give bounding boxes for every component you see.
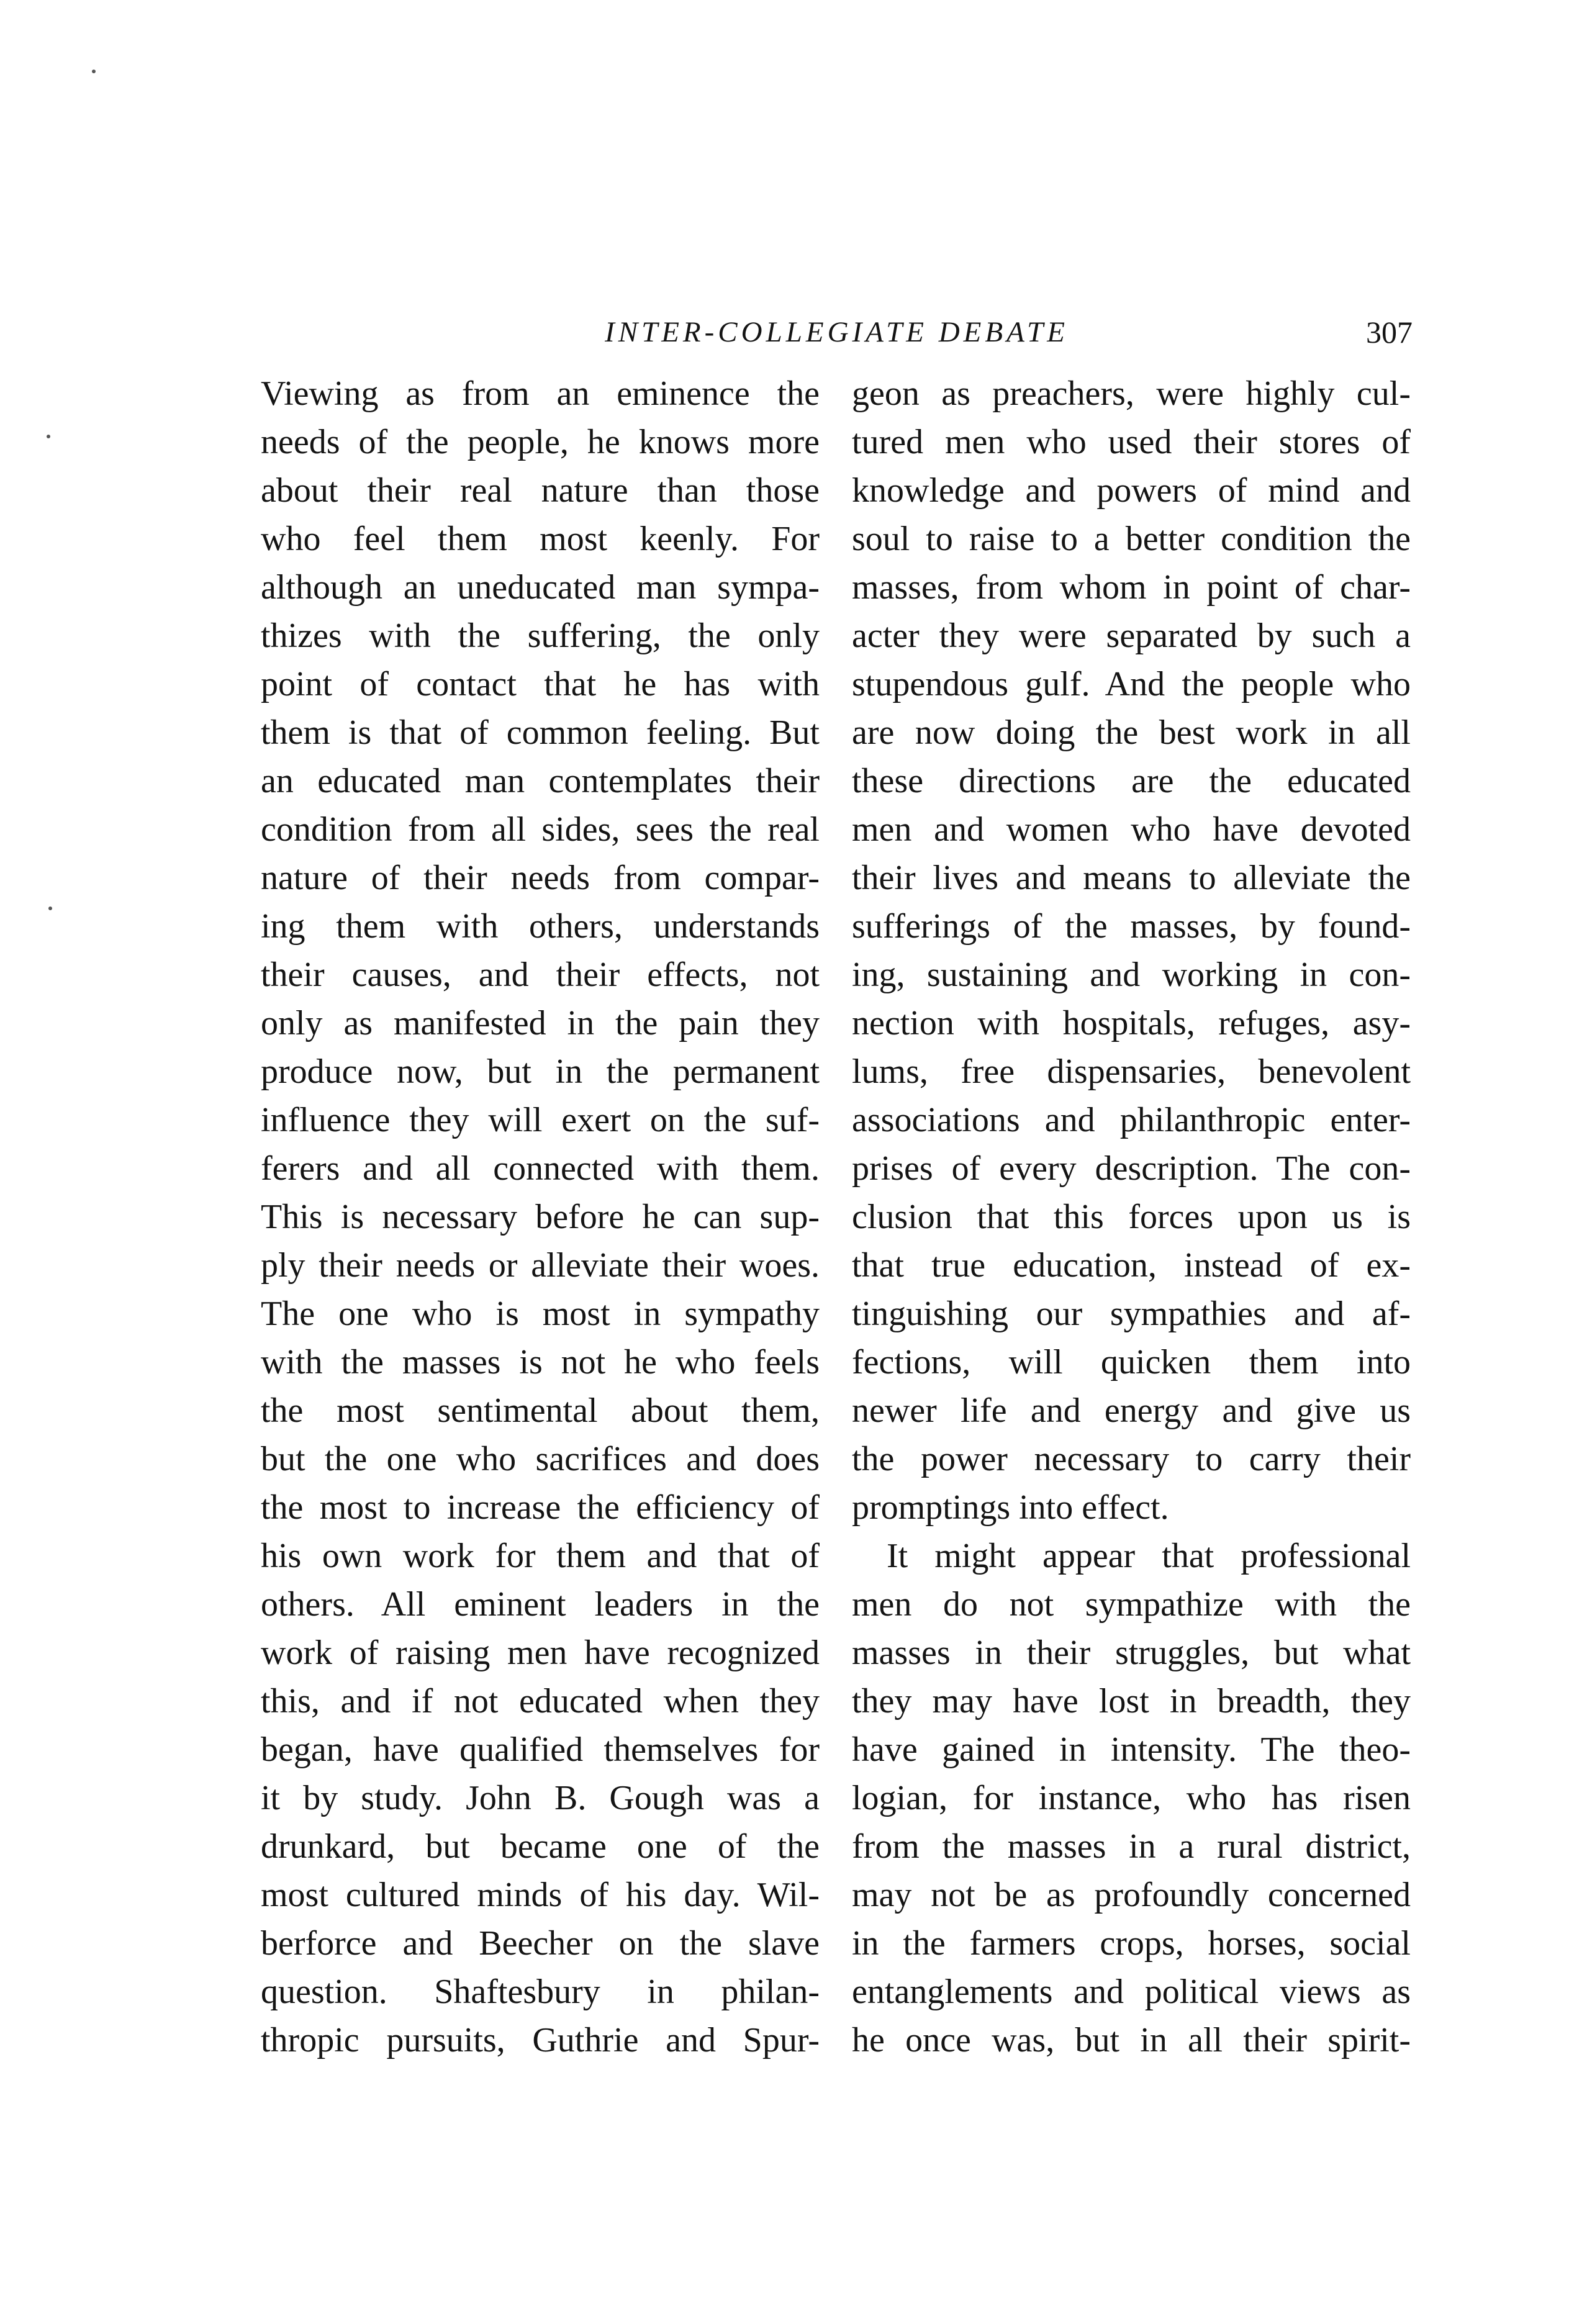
text-line: newer life and energy and give us bbox=[852, 1391, 1411, 1430]
text-line: with the masses is not he who feels bbox=[261, 1343, 820, 1381]
text-line: masses in their struggles, but what bbox=[852, 1634, 1411, 1672]
text-line: an educated man contemplates their bbox=[261, 762, 820, 800]
text-line: nature of their needs from compar- bbox=[261, 859, 820, 897]
text-line: only as manifested in the pain they bbox=[261, 1004, 820, 1042]
text-line: in the farmers crops, horses, social bbox=[852, 1924, 1411, 1963]
text-line: have gained in intensity. The theo- bbox=[852, 1730, 1411, 1769]
text-line: question. Shaftesbury in philan- bbox=[261, 1973, 820, 2011]
text-line: produce now, but in the permanent bbox=[261, 1052, 820, 1091]
running-head: INTER-COLLEGIATE DEBATE bbox=[605, 316, 1069, 348]
text-line: prises of every description. The con- bbox=[852, 1149, 1411, 1188]
text-line: began, have qualified themselves for bbox=[261, 1730, 820, 1769]
text-line: point of contact that he has with bbox=[261, 665, 820, 703]
text-line: their causes, and their effects, not bbox=[261, 956, 820, 994]
text-line: tured men who used their stores of bbox=[852, 423, 1411, 461]
text-line: geon as preachers, were highly cul- bbox=[852, 374, 1411, 413]
text-line: may not be as profoundly concerned bbox=[852, 1876, 1411, 1914]
text-line: them is that of common feeling. But bbox=[261, 713, 820, 752]
page-number: 307 bbox=[1366, 315, 1413, 350]
text-line: condition from all sides, sees the real bbox=[261, 810, 820, 849]
text-line: from the masses in a rural district, bbox=[852, 1827, 1411, 1866]
text-line: ply their needs or alleviate their woes. bbox=[261, 1246, 820, 1285]
text-line: clusion that this forces upon us is bbox=[852, 1198, 1411, 1236]
text-line: ing, sustaining and working in con- bbox=[852, 956, 1411, 994]
text-line: entanglements and political views as bbox=[852, 1973, 1411, 2011]
text-line: promptings into effect. bbox=[852, 1488, 1169, 1527]
text-line: others. All eminent leaders in the bbox=[261, 1585, 820, 1624]
text-line: work of raising men have recognized bbox=[261, 1634, 820, 1672]
text-line: about their real nature than those bbox=[261, 471, 820, 510]
text-line: most cultured minds of his day. Wil- bbox=[261, 1876, 820, 1914]
text-line: It might appear that professional bbox=[887, 1537, 1411, 1575]
text-line: their lives and means to alleviate the bbox=[852, 859, 1411, 897]
print-speck bbox=[48, 907, 52, 910]
text-line: associations and philanthropic enter- bbox=[852, 1101, 1411, 1139]
text-line: lums, free dispensaries, benevolent bbox=[852, 1052, 1411, 1091]
text-line: ing them with others, understands bbox=[261, 907, 820, 946]
text-line: the most sentimental about them, bbox=[261, 1391, 820, 1430]
text-line: The one who is most in sympathy bbox=[261, 1295, 820, 1333]
text-line: it by study. John B. Gough was a bbox=[261, 1779, 820, 1817]
text-line: fections, will quicken them into bbox=[852, 1343, 1411, 1381]
text-line: drunkard, but became one of the bbox=[261, 1827, 820, 1866]
text-line: the power necessary to carry their bbox=[852, 1440, 1411, 1478]
text-line: his own work for them and that of bbox=[261, 1537, 820, 1575]
right-text-column bbox=[852, 369, 1411, 2064]
print-speck bbox=[92, 70, 96, 73]
text-line: they may have lost in breadth, they bbox=[852, 1682, 1411, 1720]
text-line: influence they will exert on the suf- bbox=[261, 1101, 820, 1139]
text-line: men do not sympathize with the bbox=[852, 1585, 1411, 1624]
text-line: thizes with the suffering, the only bbox=[261, 617, 820, 655]
text-line: This is necessary before he can sup- bbox=[261, 1198, 820, 1236]
text-line: thropic pursuits, Guthrie and Spur- bbox=[261, 2021, 820, 2059]
text-line: Viewing as from an eminence the bbox=[261, 374, 820, 413]
text-line: sufferings of the masses, by found- bbox=[852, 907, 1411, 946]
text-line: are now doing the best work in all bbox=[852, 713, 1411, 752]
text-line: ferers and all connected with them. bbox=[261, 1149, 820, 1188]
text-line: needs of the people, he knows more bbox=[261, 423, 820, 461]
text-line: that true education, instead of ex- bbox=[852, 1246, 1411, 1285]
text-line: nection with hospitals, refuges, asy- bbox=[852, 1004, 1411, 1042]
text-line: who feel them most keenly. For bbox=[261, 520, 820, 558]
text-line: men and women who have devoted bbox=[852, 810, 1411, 849]
text-line: he once was, but in all their spirit- bbox=[852, 2021, 1411, 2059]
text-line: this, and if not educated when they bbox=[261, 1682, 820, 1720]
text-line: knowledge and powers of mind and bbox=[852, 471, 1411, 510]
page-header bbox=[261, 314, 1413, 363]
text-line: these directions are the educated bbox=[852, 762, 1411, 800]
text-line: acter they were separated by such a bbox=[852, 617, 1411, 655]
print-speck bbox=[47, 435, 50, 438]
text-line: but the one who sacrifices and does bbox=[261, 1440, 820, 1478]
text-line: although an uneducated man sympa- bbox=[261, 568, 820, 607]
text-line: tinguishing our sympathies and af- bbox=[852, 1295, 1411, 1333]
text-line: logian, for instance, who has risen bbox=[852, 1779, 1411, 1817]
text-line: stupendous gulf. And the people who bbox=[852, 665, 1411, 703]
text-line: the most to increase the efficiency of bbox=[261, 1488, 820, 1527]
text-line: soul to raise to a better condition the bbox=[852, 520, 1411, 558]
text-line: masses, from whom in point of char- bbox=[852, 568, 1411, 607]
text-line: berforce and Beecher on the slave bbox=[261, 1924, 820, 1963]
left-text-column bbox=[261, 369, 820, 2064]
